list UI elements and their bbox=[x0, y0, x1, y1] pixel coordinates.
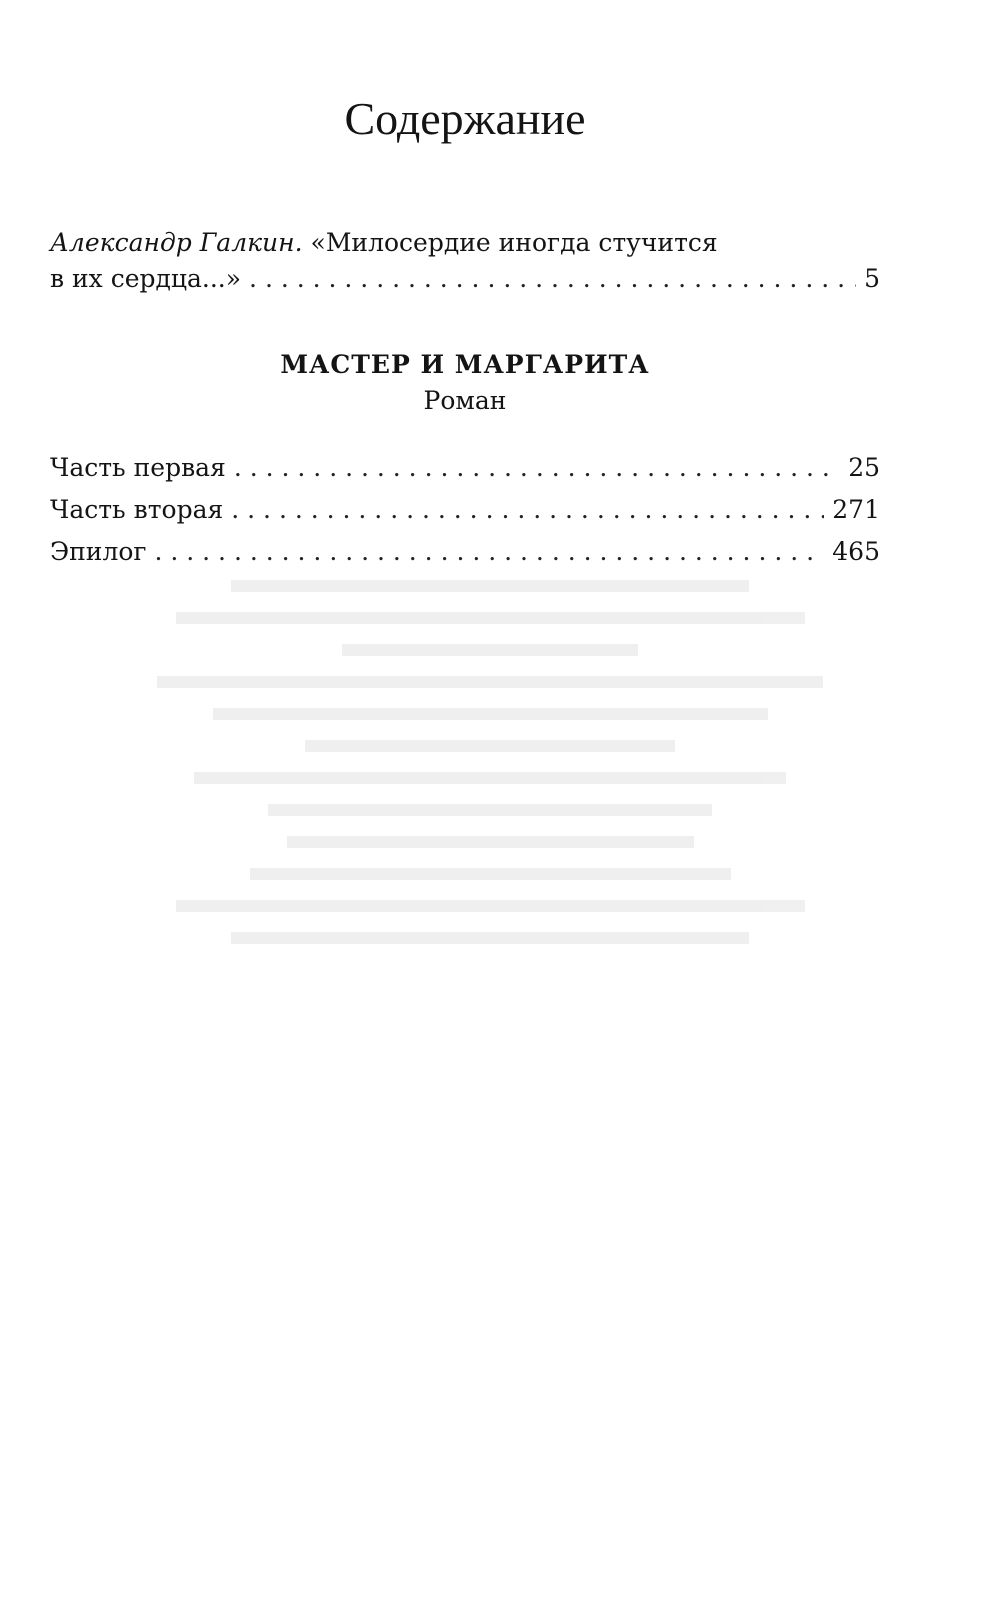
toc-entry-page: 25 bbox=[848, 453, 880, 482]
intro-page-number: 5 bbox=[864, 264, 880, 293]
dot-leader bbox=[249, 261, 856, 297]
toc-entry-label: Часть вторая bbox=[50, 495, 224, 524]
work-subtitle: Роман bbox=[423, 386, 507, 415]
work-title: МАСТЕР И МАРГАРИТА bbox=[280, 350, 650, 379]
toc-entry-page: 465 bbox=[832, 537, 880, 566]
toc-entry-page: 271 bbox=[832, 495, 880, 524]
intro-author: Александр Галкин. bbox=[50, 228, 303, 257]
intro-title-part-1: «Милосердие иногда стучится bbox=[310, 228, 718, 257]
dot-leader bbox=[234, 450, 840, 486]
intro-entry-line-1 bbox=[50, 225, 880, 261]
dot-leader bbox=[231, 492, 824, 528]
toc-entry-label: Часть первая bbox=[50, 453, 226, 482]
toc-parts-list bbox=[50, 450, 880, 576]
intro-entry-line-2 bbox=[50, 261, 880, 297]
bleed-through-shadow bbox=[120, 560, 860, 1260]
intro-title-part-2: в их сердца...» bbox=[50, 264, 242, 293]
toc-entry bbox=[50, 492, 880, 528]
page-title: Содержание bbox=[344, 93, 586, 144]
toc-entry-label: Эпилог bbox=[50, 537, 147, 566]
toc-entry bbox=[50, 450, 880, 486]
intro-entry bbox=[50, 225, 880, 297]
